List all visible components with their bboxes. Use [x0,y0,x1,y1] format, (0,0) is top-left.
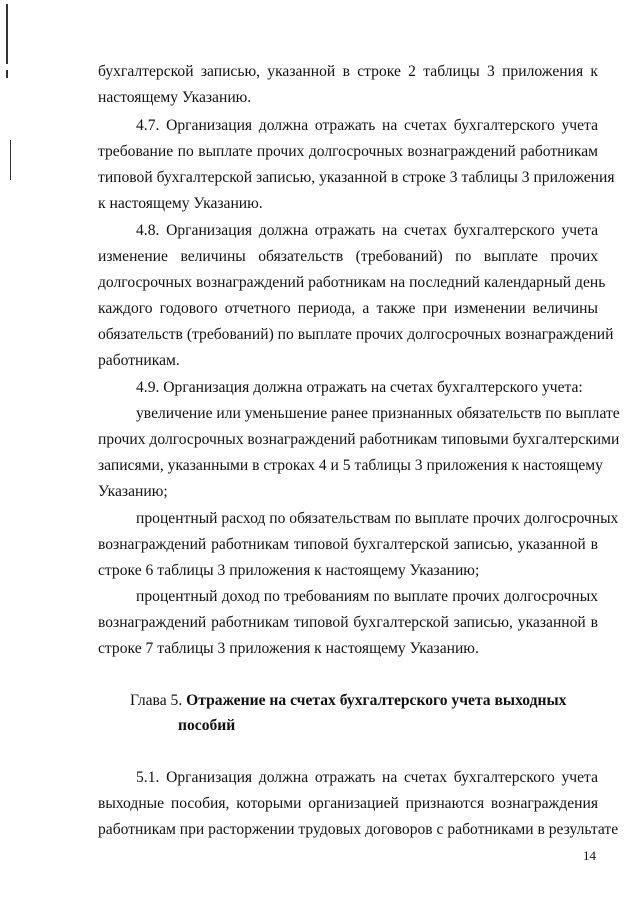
text-line: настоящему Указанию. [98,89,252,106]
margin-change-mark [6,4,8,64]
chapter-number: Глава 5. [130,692,183,709]
text-line: работникам при расторжении трудовых договоров с работниками в результате [98,821,619,838]
text-line: увеличение или уменьшение ранее признанных обязательств по выплате [136,405,620,422]
text-line: строке 7 таблицы 3 приложения к настоящему Указанию. [98,640,479,657]
text-line: работникам. [98,352,180,369]
margin-change-mark [10,140,11,180]
text-line: изменение величины обязательств (требований) по выплате прочих [98,248,598,265]
text-line: вознаграждений работникам типовой бухгалтерской записью, указанной в [98,614,598,631]
text-line: бухгалтерской записью, указанной в строке 2 таблицы 3 приложения к [98,63,598,80]
page-number: 14 [583,848,596,863]
text-line: 4.7. Организация должна отражать на счетах бухгалтерского учета [136,117,598,134]
text-line: требование по выплате прочих долгосрочных вознаграждений работникам [98,143,598,160]
chapter-title-continued: пособий [178,717,236,734]
text-line: 4.8. Организация должна отражать на счетах бухгалтерского учета [136,222,598,239]
chapter-heading [130,691,566,711]
text-line: строке 6 таблицы 3 приложения к настоящему Указанию; [98,562,480,579]
text-line: записями, указанными в строках 4 и 5 таблицы 3 приложения к настоящему [98,457,603,474]
text-line: обязательств (требований) по выплате прочих долгосрочных вознаграждений [98,326,614,343]
text-line: выходные пособия, которыми организацией признаются вознаграждения [98,795,598,812]
text-line: вознаграждений работникам типовой бухгалтерской записью, указанной в [98,536,598,553]
text-line: 5.1. Организация должна отражать на счетах бухгалтерского учета [136,769,598,786]
text-line: прочих долгосрочных вознаграждений работникам типовыми бухгалтерскими [98,431,620,448]
text-line: долгосрочных вознаграждений работникам на последний календарный день [98,274,606,291]
text-line: типовой бухгалтерской записью, указанной в строке 3 таблицы 3 приложения [98,169,615,186]
text-line: Указанию; [98,483,168,500]
text-line: каждого годового отчетного периода, а также при изменении величины [98,300,598,317]
text-line: к настоящему Указанию. [98,195,263,212]
text-line: 4.9. Организация должна отражать на счетах бухгалтерского учета: [136,379,583,396]
text-line: процентный расход по обязательствам по выплате прочих долгосрочных [136,510,619,527]
chapter-title: Отражение на счетах бухгалтерского учета выходных [186,692,567,709]
margin-change-mark [6,70,8,78]
text-line: процентный доход по требованиям по выплате прочих долгосрочных [136,588,598,605]
